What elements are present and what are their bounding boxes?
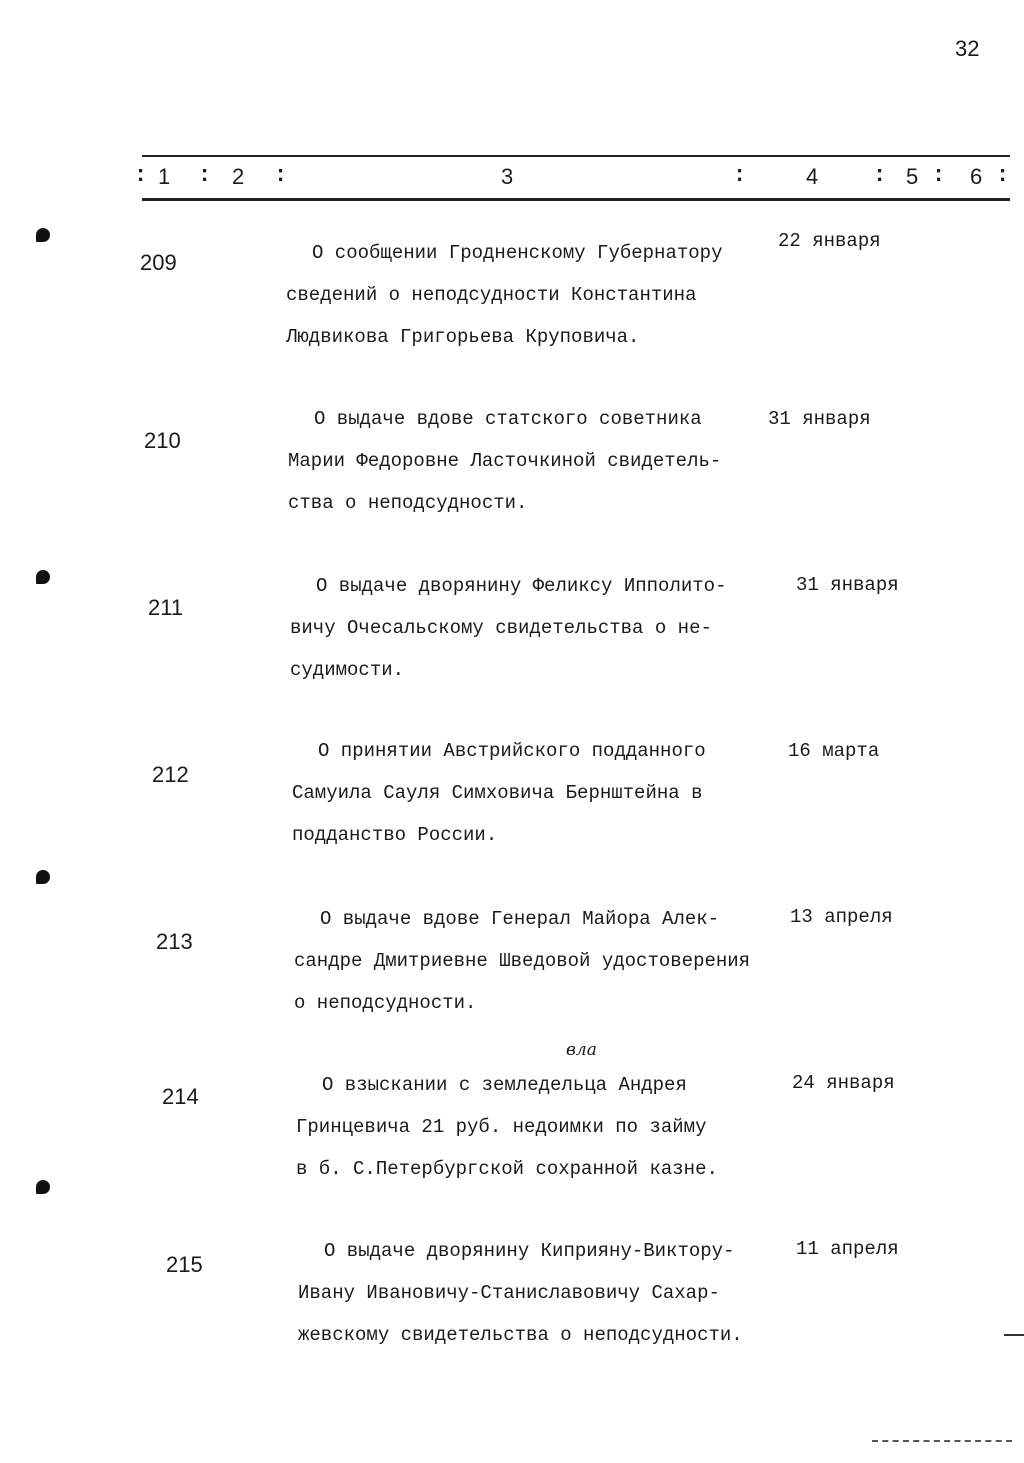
table-header-bottom-rule [142, 198, 1010, 201]
column-separator: : [134, 163, 148, 188]
entry-description [286, 232, 786, 358]
entry-text-line: О взыскании с земледельца Андрея [322, 1074, 687, 1096]
entry-text-line: Гринцевича 21 руб. недоимки по займу [296, 1116, 707, 1138]
column-header-6: 6 [970, 164, 983, 189]
table-header-top-rule [142, 155, 1010, 157]
margin-mark [1004, 1334, 1024, 1336]
entry-text-line: О выдаче дворянину Феликсу Ипполито- [316, 575, 727, 597]
entry-text-line: подданство России. [292, 824, 498, 846]
entry-text-line: О принятии Австрийского подданного [318, 740, 706, 762]
entry-description [292, 730, 792, 856]
punch-hole-mark [36, 570, 50, 584]
column-separator: : [733, 163, 747, 188]
column-separator: : [932, 163, 946, 188]
entry-text-line: О выдаче дворянину Киприяну-Виктору- [324, 1240, 735, 1262]
entry-number: 214 [162, 1084, 199, 1109]
entry-description [290, 565, 790, 691]
handwritten-correction: вла [566, 1040, 597, 1060]
column-header-1: 1 [158, 164, 171, 189]
entry-text-line: вичу Очесальскому свидетельства о не- [290, 617, 712, 639]
entry-description [298, 1230, 798, 1356]
entry-date: 22 января [778, 230, 881, 252]
column-separator: : [996, 163, 1010, 188]
punch-hole-mark [36, 228, 50, 242]
entry-text-line: о неподсудности. [294, 992, 477, 1014]
entry-date: 31 января [768, 408, 871, 430]
entry-number: 213 [156, 929, 193, 954]
entry-text-line: Самуила Сауля Симховича Бернштейна в [292, 782, 703, 804]
entry-date: 13 апреля [790, 906, 893, 928]
entry-number: 212 [152, 762, 189, 787]
punch-hole-mark [36, 870, 50, 884]
entry-description [294, 898, 794, 1024]
entry-text-line: Ивану Ивановичу-Станиславовичу Сахар- [298, 1282, 720, 1304]
entry-text-line: О выдаче вдове статского советника [314, 408, 702, 430]
column-header-4: 4 [806, 164, 819, 189]
bottom-dashed-rule [872, 1440, 1012, 1442]
entry-text-line: жевскому свидетельства о неподсудности. [298, 1324, 743, 1346]
column-separator: : [274, 163, 288, 188]
entry-text-line: сведений о неподсудности Константина [286, 284, 697, 306]
entry-number: 211 [148, 595, 184, 620]
entry-text-line: Марии Федоровне Ласточкиной свидетель- [288, 450, 722, 472]
entry-number: 209 [140, 250, 177, 275]
entry-number: 215 [166, 1252, 203, 1277]
entry-date: 24 января [792, 1072, 895, 1094]
column-header-3: 3 [501, 164, 514, 189]
column-header-5: 5 [906, 164, 919, 189]
punch-hole-mark [36, 1180, 50, 1194]
entry-text-line: сандре Дмитриевне Шведовой удостоверения [294, 950, 751, 972]
entry-description [296, 1064, 796, 1190]
entry-text-line: О выдаче вдове Генерал Майора Алек- [320, 908, 720, 930]
entry-text-line: О сообщении Гродненскому Губернатору [312, 242, 723, 264]
entry-text-line: судимости. [290, 659, 405, 681]
entry-text-line: в б. С.Петербургской сохранной казне. [296, 1158, 718, 1180]
entry-number: 210 [144, 428, 181, 453]
entry-text-line: ства о неподсудности. [288, 492, 528, 514]
entry-date: 31 января [796, 574, 899, 596]
column-header-2: 2 [232, 164, 245, 189]
entry-date: 16 марта [788, 740, 880, 762]
page-number: 32 [955, 36, 980, 61]
column-separator: : [198, 163, 212, 188]
column-separator: : [873, 163, 887, 188]
entry-text-line: Людвикова Григорьева Круповича. [286, 326, 640, 348]
entry-date: 11 апреля [796, 1238, 899, 1260]
entry-description [288, 398, 788, 524]
